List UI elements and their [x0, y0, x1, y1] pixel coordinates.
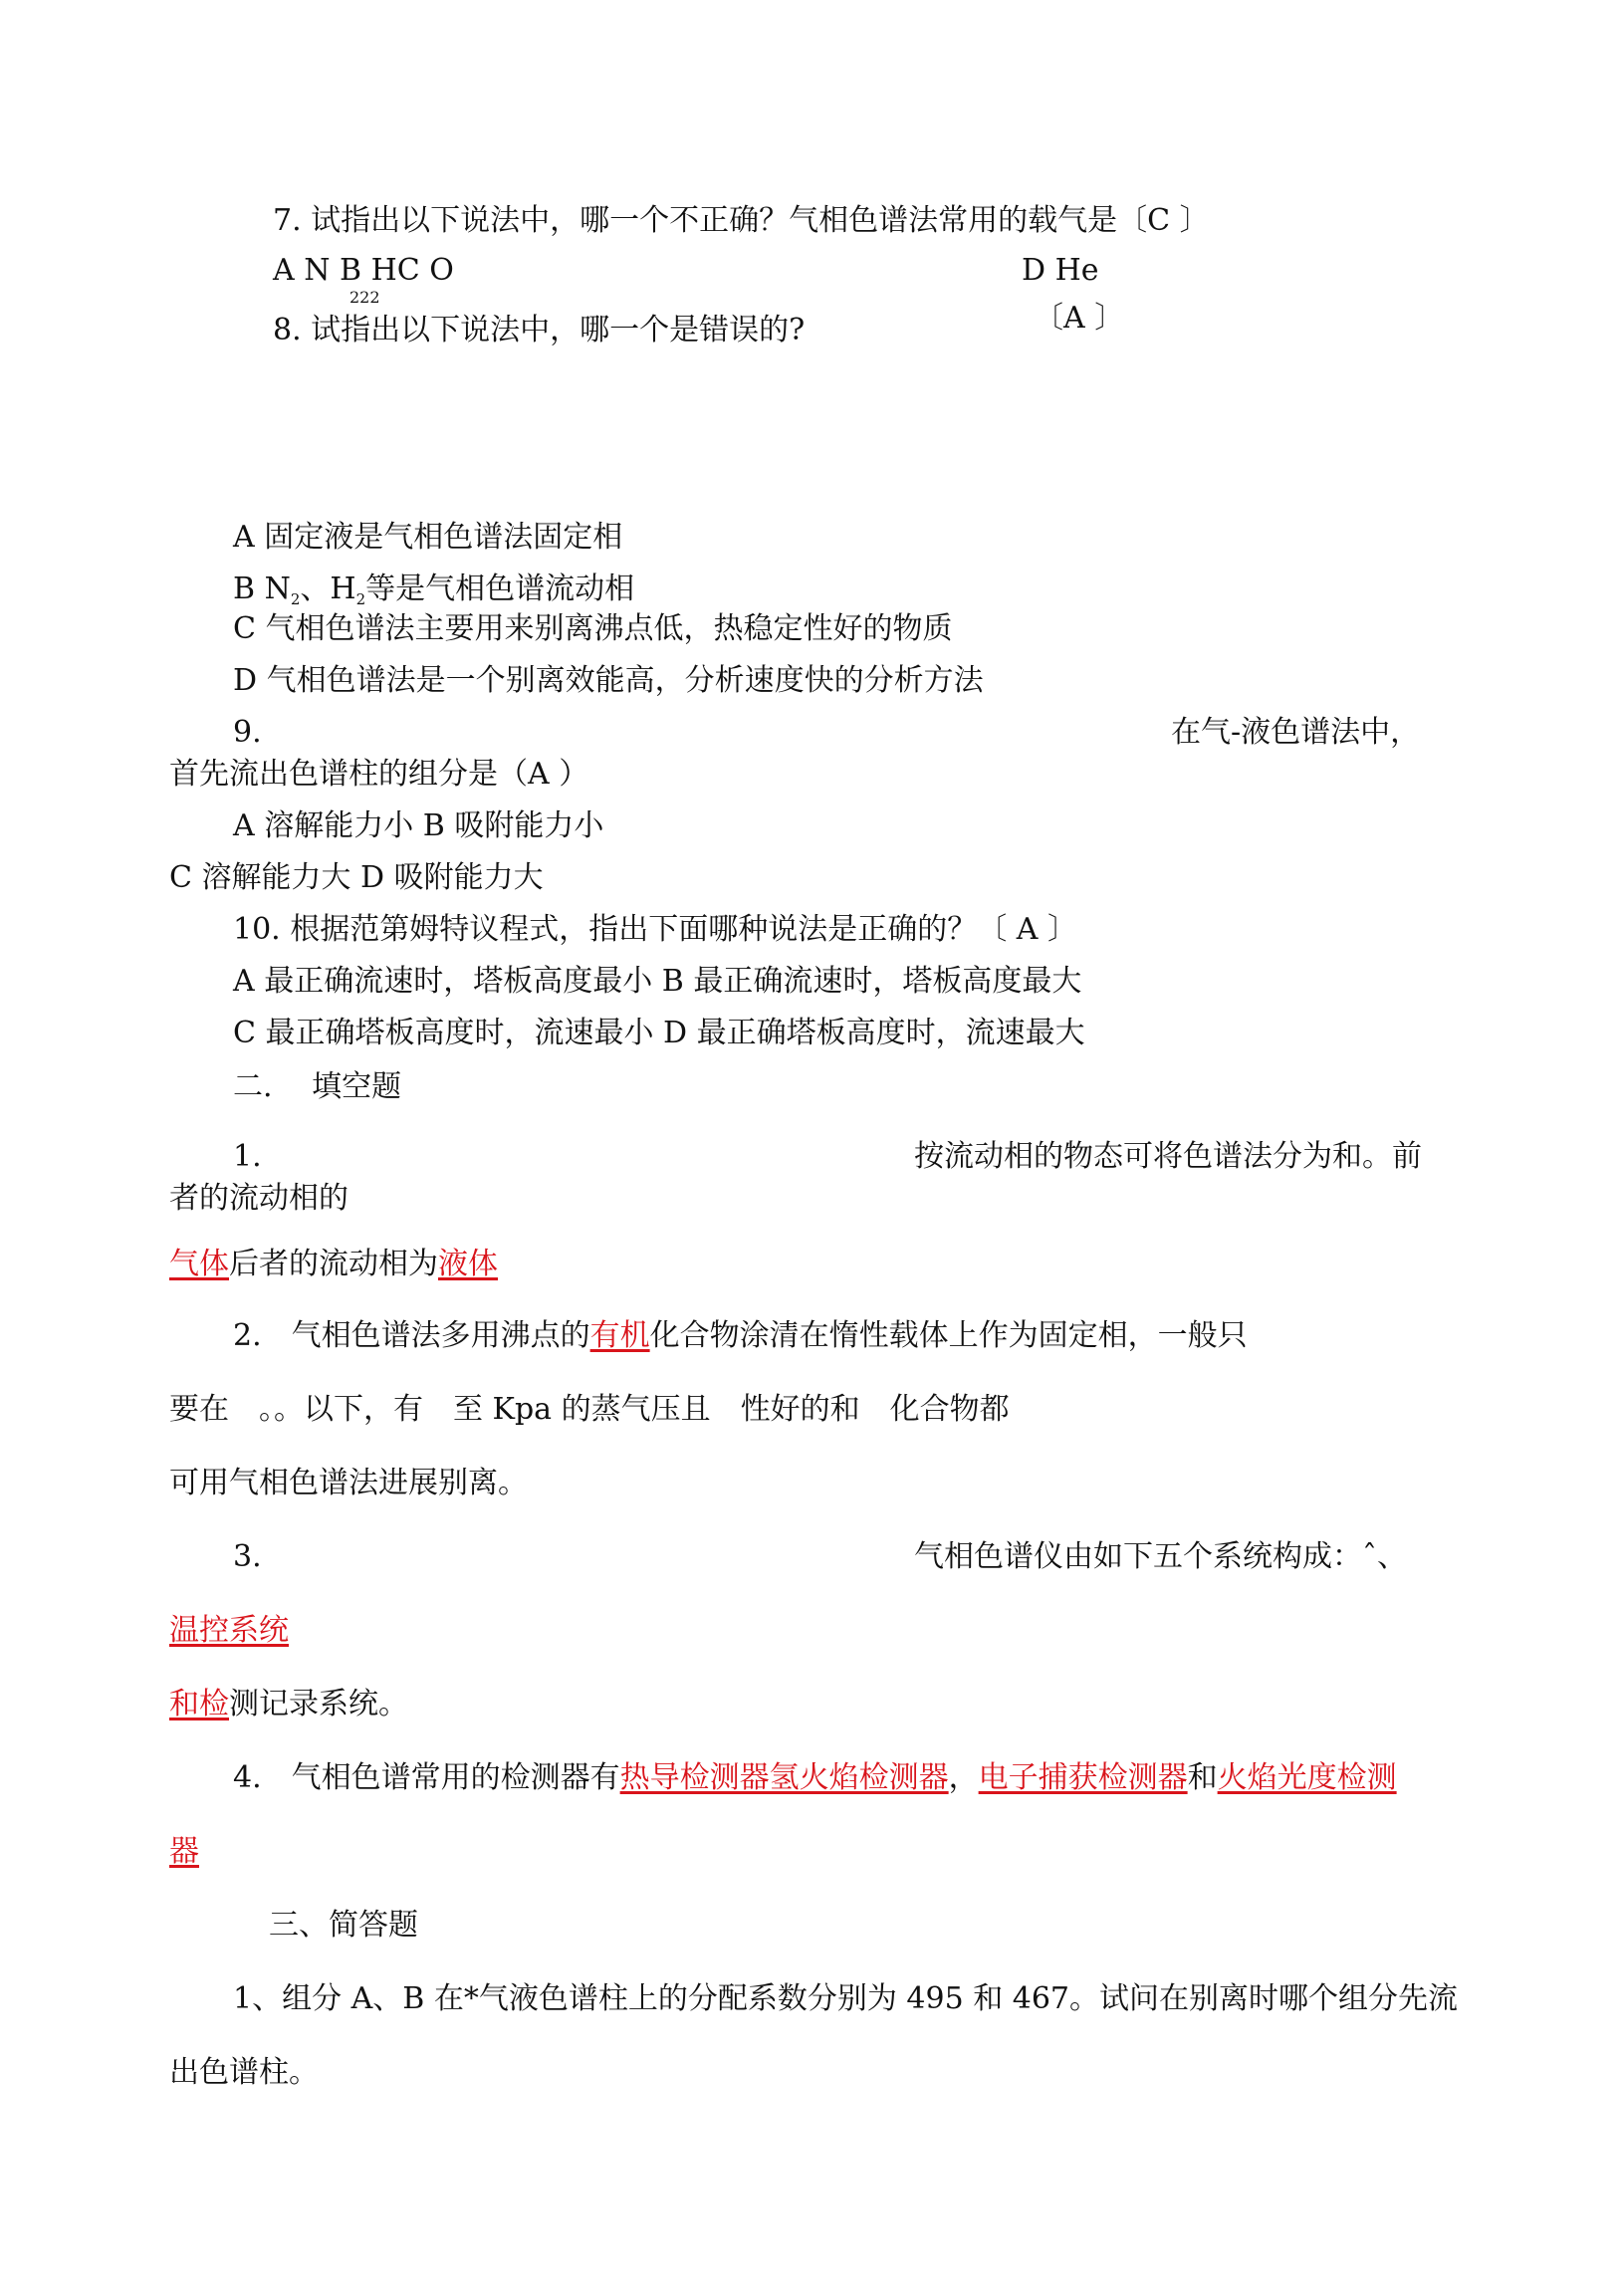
q8-option-b: B $N_2$、$H_2$等是气相色谱流动相 [233, 572, 635, 608]
q10-options-cd: C 最正确塔板高度时，流速最小 D 最正确塔板高度时，流速最大 [233, 1016, 1085, 1050]
f4-answer-2: 电子捕获检测器 [978, 1760, 1188, 1795]
section-2-title: 二. 填空题 [233, 1069, 402, 1104]
f1-answer-gas: 气体 [169, 1247, 229, 1281]
q9-number: 9. [233, 715, 262, 750]
section-3-title: 三、简答题 [269, 1908, 418, 1943]
f3-number: 3. [233, 1539, 262, 1574]
f2-line3: 可用气相色谱法进展别离。 [169, 1466, 528, 1500]
q10-options-ab: A 最正确流速时，塔板高度最小 B 最正确流速时，塔板高度最大 [233, 964, 1082, 999]
q8-answer: 〔A 〕 [1034, 301, 1125, 336]
q9-options-cd: C 溶解能力大 D 吸附能力大 [169, 860, 544, 895]
q8-option-a: A 固定液是气相色谱法固定相 [233, 520, 623, 555]
q7-subscript-note: 222 [349, 288, 380, 307]
f2-line2: 要在 。。以下，有 至 Kpa 的蒸气压且 性好的和 化合物都 [169, 1392, 1010, 1427]
f2-line1: 2. 气相色谱法多用沸点的有机化合物涂清在惰性载体上作为固定相，一般只 [233, 1318, 1248, 1353]
f2-answer-organic: 有机 [589, 1318, 650, 1353]
f1-answer-line: 气体后者的流动相为液体 [169, 1247, 498, 1281]
q9-stem-cont: 首先流出色谱柱的组分是（A ） [169, 757, 589, 792]
q7-option-d: D He [1022, 253, 1099, 288]
f4-answer-3: 火焰光度检测 [1217, 1760, 1397, 1795]
f3-answer-temp-control: 温控系统 [169, 1613, 289, 1648]
q10-stem: 10. 根据范第姆特议程式，指出下面哪种说法是正确的？〔 A 〕 [233, 912, 1077, 947]
s1-line2: 出色谱柱。 [169, 2055, 319, 2090]
q8-stem: 8. 试指出以下说法中，哪一个是错误的? [273, 313, 806, 347]
q8-option-d: D 气相色谱法是一个别离效能高，分析速度快的分析方法 [233, 663, 984, 698]
q9-stem-right: 在气-液色谱法中， [1171, 715, 1421, 750]
s1-line1: 1、组分 A、B 在*气液色谱柱上的分配系数分别为 495 和 467。试问在别离时哪个组分先流 [233, 1981, 1458, 2016]
q9-options-ab: A 溶解能力小 B 吸附能力小 [233, 808, 604, 843]
f1-stem-right: 按流动相的物态可将色谱法分为和。前 [914, 1139, 1422, 1174]
f4-answer-1: 热导检测器氢火焰检测器 [619, 1760, 949, 1795]
q7-stem: 7. 试指出以下说法中，哪一个不正确？气相色谱法常用的载气是〔C 〕 [273, 203, 1210, 238]
f4-line1: 4. 气相色谱常用的检测器有热导检测器氢火焰检测器，电子捕获检测器和火焰光度检测 [233, 1760, 1397, 1795]
f1-stem-cont: 者的流动相的 [169, 1181, 348, 1216]
f1-answer-liquid: 液体 [438, 1247, 498, 1281]
q8-option-c: C 气相色谱法主要用来别离沸点低，热稳定性好的物质 [233, 611, 953, 646]
q7-options-left: A N B HC O [273, 253, 454, 288]
f1-number: 1. [233, 1139, 262, 1174]
f3-answer-detect: 和检 [169, 1687, 229, 1721]
f3-line3: 和检测记录系统。 [169, 1687, 408, 1721]
f3-stem-right: 气相色谱仪由如下五个系统构成：ˆ、 [914, 1539, 1407, 1574]
f4-line2: 器 [169, 1834, 199, 1869]
